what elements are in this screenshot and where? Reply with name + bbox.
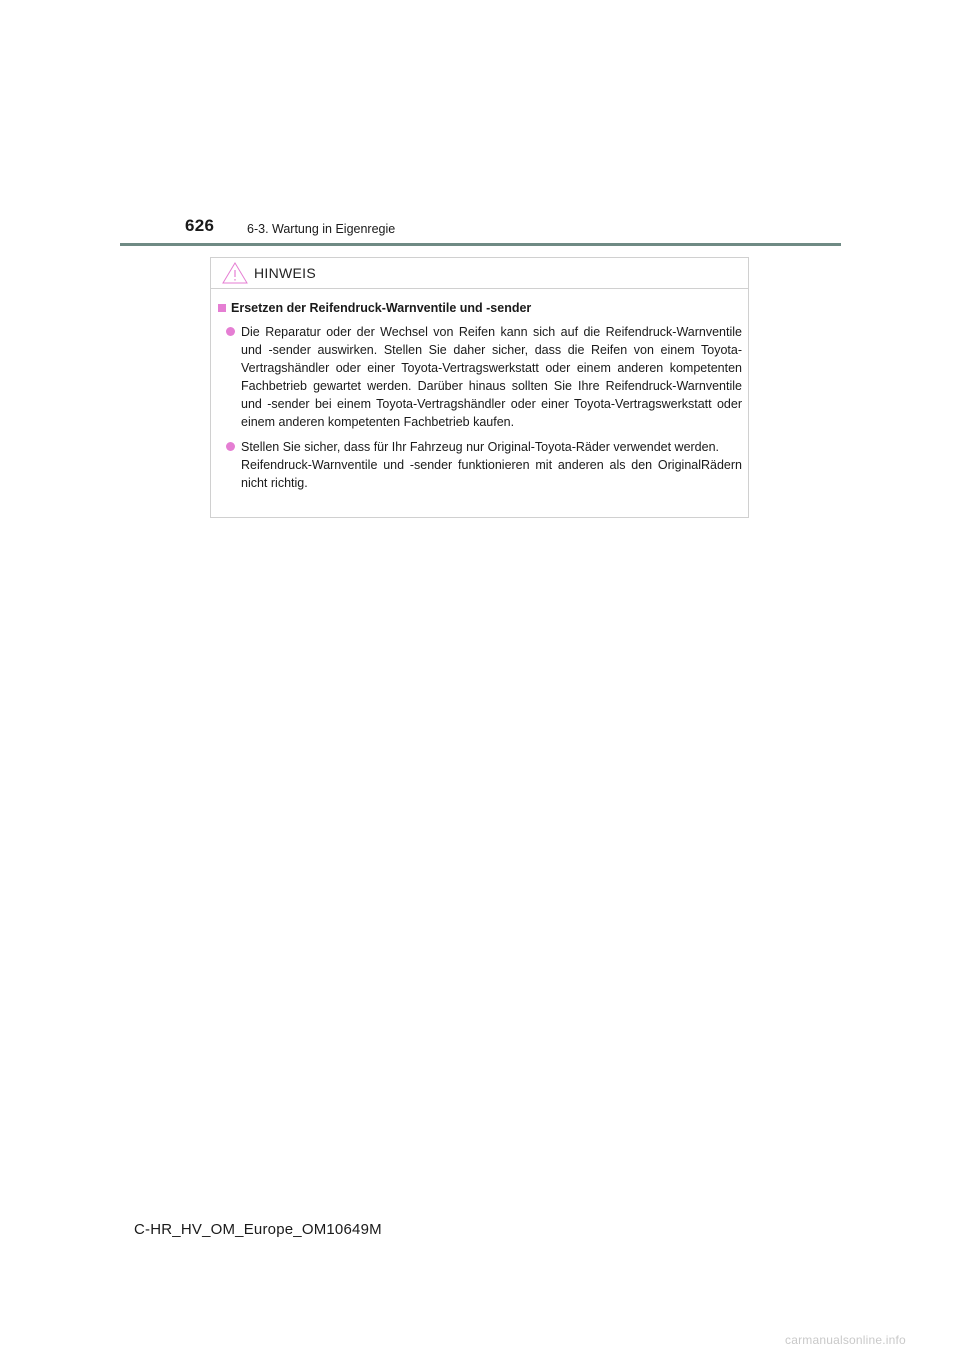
bullet-paragraph: Stellen Sie sicher, dass für Ihr Fahrzeug nur Original-Toyota-Räder verwendet werden.: [241, 440, 720, 454]
watermark: carmanualsonline.info: [785, 1333, 906, 1347]
warning-triangle-icon: [222, 262, 248, 284]
square-bullet-icon: [218, 304, 226, 312]
notice-title: HINWEIS: [254, 265, 316, 281]
page-number: 626: [185, 216, 215, 235]
bullet-text: [241, 323, 742, 431]
round-bullet-icon: [226, 442, 235, 451]
list-item: [218, 323, 742, 431]
header-rule: [120, 243, 841, 246]
bullet-text: [241, 438, 742, 492]
notice-header: [211, 258, 748, 289]
round-bullet-icon: [226, 327, 235, 336]
bullet-paragraph: Die Reparatur oder der Wechsel von Reifen kann sich auf die Reifendruck-Warnventile und -sender auswirken. Stellen Sie daher sicher, dass die Reifen von einem Toyota-Vertragshändler oder einer Toyota-Vertragswerkstatt oder einem anderen kompetenten Fachbetrieb gewartet werden. Darüber hinaus sollten Sie Ihre Reifendruck-Warnventile und -sender bei einem Toyota-Vertragshändler oder einer Toyota-Vertragswerkstatt oder einem anderen kompetenten Fachbetrieb kaufen.: [241, 325, 742, 429]
subheading: [218, 301, 742, 315]
bullet-paragraph: Reifendruck-Warnventile und -sender funktionieren mit anderen als den OriginalRädern nicht richtig.: [241, 458, 742, 490]
subheading-text: Ersetzen der Reifendruck-Warnventile und -sender: [231, 301, 532, 315]
list-item: [218, 438, 742, 492]
document-code: C-HR_HV_OM_Europe_OM10649M: [134, 1221, 382, 1238]
notice-body: [211, 289, 748, 492]
notice-box: [210, 257, 749, 518]
section-title: 6-3. Wartung in Eigenregie: [247, 222, 396, 236]
